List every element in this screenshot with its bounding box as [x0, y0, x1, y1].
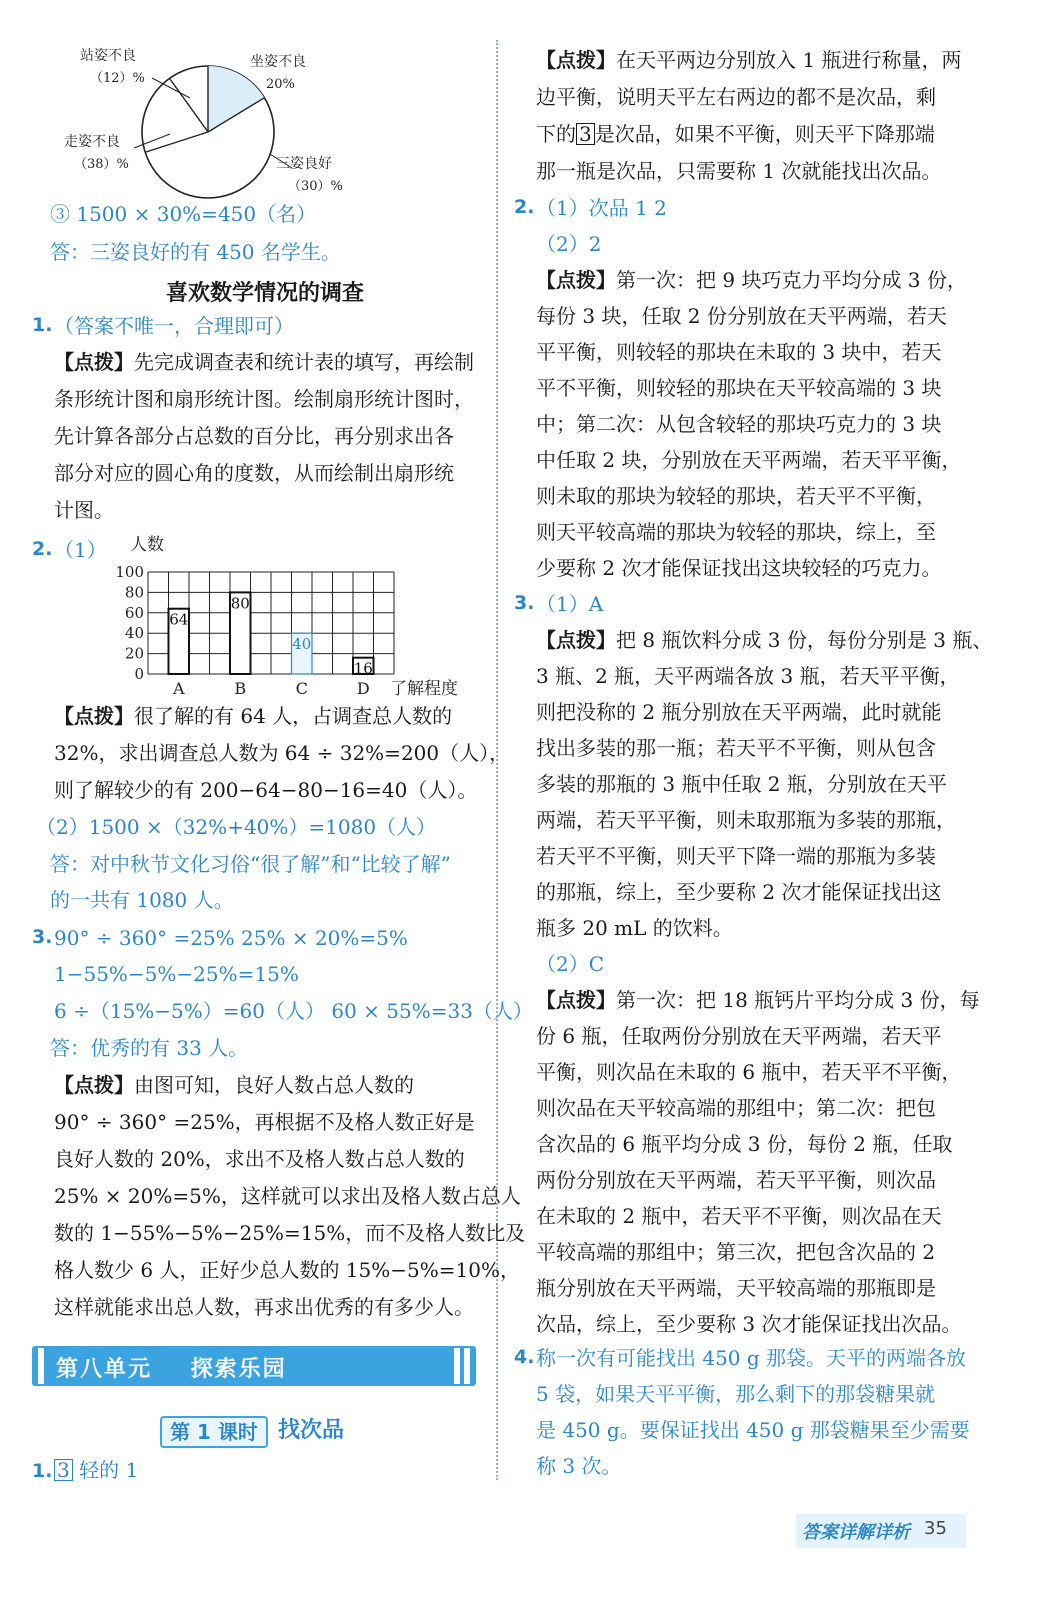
answer-line: 称 3 次。: [536, 1454, 622, 1478]
tip-label: 【点拨】: [536, 628, 616, 652]
question-answer: （答案不唯一，合理即可）: [54, 314, 294, 338]
tip-line: 计图。: [54, 498, 114, 522]
tip-text: 下的: [536, 122, 576, 146]
answer-box: 3: [54, 1459, 73, 1481]
tip-text: 第一次：把 18 瓶钙片平均分成 3 份，每: [616, 988, 980, 1012]
tip-line: 25% × 20%=5%，这样就可以求出及格人数占总人: [54, 1184, 521, 1208]
tip-line: 良好人数的 20%，求出不及格人数占总人数的: [54, 1147, 465, 1171]
tip-line: 少要称 2 次才能保证找出这块较轻的巧克力。: [536, 556, 942, 580]
tip-line: 格人数少 6 人，正好少总人数的 15%−5%=10%，: [54, 1258, 520, 1282]
answer-line: 答：优秀的有 33 人。: [50, 1036, 249, 1060]
pie-label-value: （12）%: [90, 71, 145, 86]
bar-value-label: 16: [353, 659, 373, 678]
calc-line: ③ 1500 × 30%=450（名）: [50, 202, 317, 226]
tip-text: 把 8 瓶饮料分成 3 份，每份分别是 3 瓶、: [616, 628, 993, 652]
tip-line: 边平衡，说明天平左右两边的都不是次品，剩: [536, 85, 936, 109]
unit-title: 第八单元 探索乐园: [56, 1357, 287, 1382]
tip-line: 则次品在天平较高端的那组中；第二次：把包: [536, 1096, 936, 1120]
tip-line: [536, 46, 961, 74]
tip-line: 部分对应的圆心角的度数，从而绘制出扇形统: [54, 461, 454, 485]
tip-line: 瓶多 20 mL 的饮料。: [536, 916, 733, 940]
tip-label: 【点拨】: [54, 704, 134, 728]
question-number: 4.: [514, 1346, 535, 1368]
question-number: 2.: [32, 538, 53, 560]
tip-line: [54, 1071, 414, 1099]
tip-text: 第一次：把 9 块巧克力平均分成 3 份，: [616, 268, 967, 292]
answer-line: 称一次有可能找出 450 g 那袋。天平的两端各放: [536, 1346, 967, 1370]
tip-line: 那一瓶是次品，只需要称 1 次就能找出次品。: [536, 159, 942, 183]
tip-line: 找出多装的那一瓶；若天平不平衡，则从包含: [536, 736, 936, 760]
tip-line: 数的 1−55%−5%−25%=15%，而不及格人数比及: [54, 1221, 526, 1245]
tip-line: 两份分别放在天平两端，若天平平衡，则次品: [536, 1168, 936, 1192]
banner-bar: [38, 1348, 44, 1384]
tip-label: 【点拨】: [536, 48, 616, 72]
tip-line: 3 瓶、2 瓶，天平两端各放 3 瓶，若天平平衡，: [536, 664, 960, 688]
tip-line: 则天平较高端的那块为较轻的那块，综上，至: [536, 520, 936, 544]
tip-line: 次品，综上，至少要称 3 次才能保证找出次品。: [536, 1312, 962, 1336]
sub-question: （1）次品 1 2: [536, 196, 667, 220]
x-tick-label: A: [172, 679, 185, 698]
tip-text: 是次品，如果不平衡，则天平下降那端: [594, 122, 935, 146]
tip-text: 由图可知，良好人数占总人数的: [134, 1073, 414, 1097]
question-answer: [54, 1456, 138, 1484]
pie-label-name: 走姿不良: [64, 134, 120, 150]
question-number: 2.: [514, 196, 535, 218]
tip-line: 多装的那瓶的 3 瓶中任取 2 瓶，分别放在天平: [536, 772, 947, 796]
tip-line: 则把没称的 2 瓶分别放在天平两端，此时就能: [536, 700, 942, 724]
answer-line: 答：对中秋节文化习俗“很了解”和“比较了解”: [50, 852, 451, 876]
tip-line: [536, 120, 935, 148]
y-tick-label: 80: [124, 583, 144, 602]
tip-label: 【点拨】: [536, 988, 616, 1012]
tip-line: 32%，求出调查总人数为 64 ÷ 32%=200（人），: [54, 741, 510, 765]
x-tick-label: B: [234, 679, 247, 698]
answer-box: 3: [576, 123, 595, 145]
pie-label-value: （30）%: [288, 179, 343, 194]
tip-line: 每份 3 块，任取 2 份分别放在天平两端，若天: [536, 304, 947, 328]
pie-label-value: （38）%: [74, 157, 129, 172]
answer-line: 的一共有 1080 人。: [50, 888, 234, 912]
tip-line: 则未取的那块为较轻的那块，若天平不平衡，: [536, 484, 936, 508]
sub-question: （2）1500 ×（32%+40%）=1080（人）: [36, 815, 437, 839]
tip-line: 若天平不平衡，则天平下降一端的那瓶为多装: [536, 844, 936, 868]
bar-value-label: 64: [169, 610, 189, 629]
tip-line: 条形统计图和扇形统计图。绘制扇形统计图时，: [54, 387, 474, 411]
calc-line: 6 ÷（15%−5%）=60（人） 60 × 55%=33（人）: [54, 999, 533, 1023]
tip-line: [536, 986, 980, 1014]
y-tick-label: 100: [115, 563, 144, 581]
calc-line: 1−55%−5%−25%=15%: [54, 962, 299, 986]
pie-chart: [40, 40, 360, 200]
y-axis-label: 人数: [130, 535, 164, 555]
lesson-title: 找次品: [278, 1418, 345, 1443]
pie-label-name: 站姿不良: [80, 48, 136, 64]
tip-line: 这样就能求出总人数，再求出优秀的有多少人。: [54, 1295, 474, 1319]
tip-line: [536, 626, 992, 654]
answer-line: 5 袋，如果天平平衡，那么剩下的那袋糖果就: [536, 1382, 936, 1406]
x-tick-label: D: [356, 679, 370, 698]
tip-label: 【点拨】: [54, 350, 134, 374]
tip-line: 两端，若天平平衡，则未取那瓶为多装的那瓶，: [536, 808, 956, 832]
question-number: 1.: [32, 1460, 53, 1482]
tip-line: 则了解较少的有 200−64−80−16=40（人）。: [54, 778, 478, 802]
sub-question: （2）C: [536, 952, 605, 976]
answer-text: 轻的 1: [72, 1458, 139, 1482]
calc-line: 90° ÷ 360° =25% 25% × 20%=5%: [54, 926, 408, 950]
bar-value-label: 80: [230, 594, 250, 613]
pie-label-name: 三姿良好: [276, 156, 332, 172]
footer-label: 答案详解详析: [802, 1522, 910, 1543]
tip-line: 在未取的 2 瓶中，若天平不平衡，则次品在天: [536, 1204, 942, 1228]
footer: [796, 1514, 966, 1548]
sub-question: （1）: [54, 538, 107, 562]
pie-label-value: 20%: [266, 77, 295, 92]
tip-line: 含次品的 6 瓶平均分成 3 份，每份 2 瓶，任取: [536, 1132, 953, 1156]
tip-line: 中；第二次：从包含较轻的那块巧克力的 3 块: [536, 412, 942, 436]
y-tick-label: 0: [134, 665, 144, 683]
x-axis-label: 了解程度: [390, 679, 458, 699]
section-title: 喜欢数学情况的调查: [165, 281, 364, 306]
banner-bar: [454, 1348, 460, 1384]
question-number: 3.: [32, 926, 53, 948]
tip-label: 【点拨】: [54, 1073, 134, 1097]
bar-chart: [100, 530, 480, 700]
x-tick-label: C: [295, 679, 308, 698]
answer-line: 答：三姿良好的有 450 名学生。: [50, 240, 341, 264]
y-tick-label: 20: [124, 644, 144, 663]
tip-line: [54, 702, 452, 730]
tip-line: 平不平衡，则较轻的那块在天平较高端的 3 块: [536, 376, 942, 400]
tip-line: 瓶分别放在天平两端，天平较高端的那瓶即是: [536, 1276, 936, 1300]
tip-line: 的那瓶，综上，至少要称 2 次才能保证找出这: [536, 880, 942, 904]
tip-line: 份 6 瓶，任取两份分别放在天平两端，若天平: [536, 1024, 942, 1048]
tip-text: 很了解的有 64 人，占调查总人数的: [134, 704, 453, 728]
tip-line: 先计算各部分占总数的百分比，再分别求出各: [54, 424, 454, 448]
sub-question: （2）2: [536, 232, 602, 256]
y-tick-label: 60: [124, 603, 144, 622]
sub-question: （1）A: [536, 592, 604, 616]
unit-banner: [32, 1346, 476, 1386]
bar-value-label: 40: [292, 635, 312, 654]
tip-text: 在天平两边分别放入 1 瓶进行称量，两: [616, 48, 962, 72]
tip-line: 90° ÷ 360° =25%，再根据不及格人数正好是: [54, 1110, 475, 1134]
page-number: 35: [924, 1518, 947, 1539]
tip-label: 【点拨】: [536, 268, 616, 292]
pie-label-name: 坐姿不良: [250, 54, 306, 70]
banner-bar: [464, 1348, 470, 1384]
tip-line: 平衡，则次品在未取的 6 瓶中，若天平不平衡，: [536, 1060, 962, 1084]
tip-line: 平平衡，则较轻的那块在未取的 3 块中，若天: [536, 340, 942, 364]
y-tick-label: 40: [124, 624, 144, 643]
tip-line: 中任取 2 块，分别放在天平两端，若天平平衡，: [536, 448, 962, 472]
lesson-pill: 第 1 课时: [160, 1416, 268, 1448]
tip-line: [536, 266, 967, 294]
tip-line: [54, 348, 474, 376]
answer-line: 是 450 g。要保证找出 450 g 那袋糖果至少需要: [536, 1418, 970, 1442]
tip-line: 平较高端的那组中；第三次，把包含次品的 2: [536, 1240, 936, 1264]
tip-text: 先完成调查表和统计表的填写，再绘制: [134, 350, 474, 374]
question-number: 1.: [32, 314, 53, 336]
question-number: 3.: [514, 592, 535, 614]
